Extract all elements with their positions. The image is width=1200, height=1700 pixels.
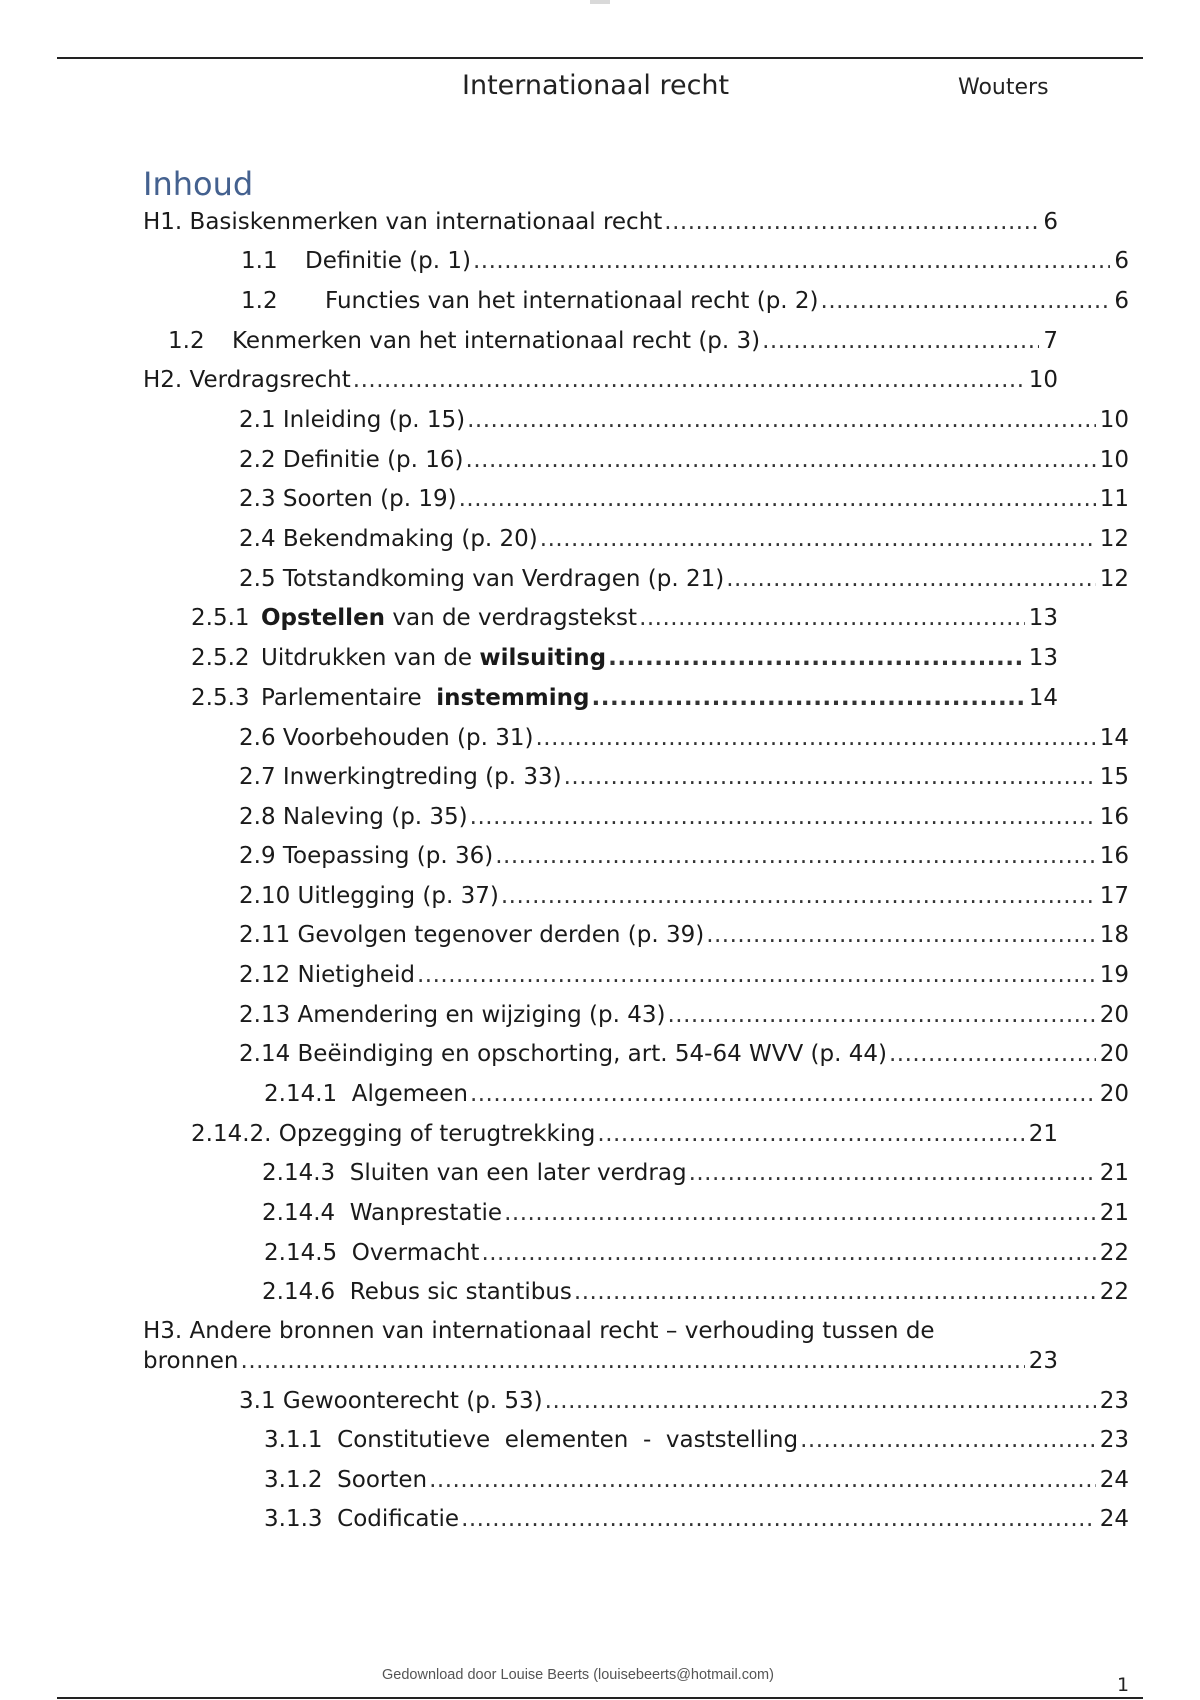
toc-dot-leader — [467, 405, 1096, 435]
toc-entry-title: 2.14.1 Algemeen — [264, 1081, 468, 1107]
toc-entry-title: 3.1.2 Soorten — [264, 1467, 428, 1493]
toc-entry-title-pre: Parlementaire — [261, 685, 437, 711]
toc-entry-h2[interactable] — [143, 365, 1058, 395]
toc-dot-leader — [473, 246, 1110, 276]
toc-page-number: 6 — [1043, 209, 1058, 235]
toc-dot-leader — [353, 365, 1025, 395]
toc-dot-leader — [592, 683, 1025, 713]
toc-page-number: 12 — [1099, 566, 1129, 592]
toc-entry-title: 2.3 Soorten (p. 19) — [239, 486, 457, 512]
toc-entry-bold-word: instemming — [436, 685, 590, 711]
toc-entry-title: 2.1 Inleiding (p. 15) — [239, 407, 466, 433]
toc-entry-2-9[interactable] — [239, 841, 1129, 871]
toc-entry-number: 1.2 — [241, 288, 278, 314]
toc-entry-1-2[interactable] — [241, 286, 1129, 316]
toc-page-number: 22 — [1099, 1279, 1129, 1305]
toc-page-number: 14 — [1099, 725, 1129, 751]
toc-entry-2-14-4[interactable] — [262, 1198, 1129, 1228]
toc-entry-title: 2.11 Gevolgen tegenover derden (p. 39) — [239, 922, 705, 948]
toc-dot-leader — [459, 484, 1096, 514]
toc-page-number: 6 — [1114, 288, 1129, 314]
toc-entry-2-4[interactable] — [239, 524, 1129, 554]
toc-dot-leader — [762, 326, 1039, 356]
toc-dot-leader — [639, 603, 1025, 633]
toc-page-number: 10 — [1028, 367, 1058, 393]
toc-entry-2-14-5[interactable] — [264, 1238, 1129, 1268]
toc-entry-title: H2. Verdragsrecht — [143, 367, 351, 393]
toc-page-number: 21 — [1099, 1200, 1129, 1226]
toc-page-number: 15 — [1099, 764, 1129, 790]
toc-dot-leader — [564, 762, 1096, 792]
toc-entry-title: 2.14.6 Rebus sic stantibus — [262, 1279, 572, 1305]
toc-dot-leader — [689, 1158, 1096, 1188]
toc-entry-2-14-6[interactable] — [262, 1277, 1129, 1307]
toc-entry-title: Functies van het internationaal recht (p. 2) — [325, 288, 819, 314]
toc-dot-leader — [470, 802, 1096, 832]
toc-entry-2-5-1[interactable] — [191, 603, 1058, 633]
toc-entry-title: 2.9 Toepassing (p. 36) — [239, 843, 494, 869]
toc-entry-1-2b[interactable] — [168, 326, 1058, 356]
toc-entry-3-1-2[interactable] — [264, 1465, 1129, 1495]
toc-entry-title: 2.2 Definitie (p. 16) — [239, 447, 464, 473]
document-title: Internationaal recht — [462, 70, 730, 101]
toc-page-number: 23 — [1099, 1427, 1129, 1453]
toc-entry-title — [261, 603, 637, 633]
toc-entry-2-5[interactable] — [239, 564, 1129, 594]
toc-dot-leader — [461, 1504, 1096, 1534]
toc-dot-leader — [706, 920, 1096, 950]
toc-entry-2-13[interactable] — [239, 1000, 1129, 1030]
toc-entry-title: 2.13 Amendering en wijziging (p. 43) — [239, 1002, 666, 1028]
toc-entry-h1[interactable] — [143, 207, 1058, 237]
toc-entry-2-3[interactable] — [239, 484, 1129, 514]
toc-page-number: 12 — [1099, 526, 1129, 552]
toc-entry-title — [261, 643, 606, 673]
toc-entry-2-14-3[interactable] — [262, 1158, 1129, 1188]
toc-entry-title: 2.12 Nietigheid — [239, 962, 415, 988]
toc-entry-title: 2.10 Uitlegging (p. 37) — [239, 883, 499, 909]
toc-dot-leader — [726, 564, 1096, 594]
toc-entry-2-11[interactable] — [239, 920, 1129, 950]
page-tab-marker — [590, 0, 610, 4]
toc-entry-bold-word: wilsuiting — [479, 645, 607, 671]
toc-entry-2-14-2[interactable] — [191, 1119, 1058, 1149]
toc-entry-title: 3.1.1 Constitutieve elementen - vaststelling — [264, 1427, 799, 1453]
toc-dot-leader — [470, 1079, 1096, 1109]
toc-entry-number: 2.5.2 — [191, 645, 250, 671]
toc-page-number: 10 — [1099, 447, 1129, 473]
toc-entry-title: H1. Basiskenmerken van internationaal recht — [143, 209, 663, 235]
toc-dot-leader — [540, 524, 1096, 554]
toc-entry-bold-word: Opstellen — [261, 605, 386, 631]
toc-entry-title: Kenmerken van het internationaal recht (p. 3) — [232, 328, 761, 354]
toc-entry-title: 2.6 Voorbehouden (p. 31) — [239, 725, 534, 751]
toc-entry-title: 2.14.2. Opzegging of terugtrekking — [191, 1121, 596, 1147]
toc-page-number: 16 — [1099, 843, 1129, 869]
toc-entry-2-14-1[interactable] — [264, 1079, 1129, 1109]
toc-entry-title: bronnen — [143, 1348, 239, 1374]
toc-dot-leader — [821, 286, 1111, 316]
toc-dot-leader — [466, 445, 1096, 475]
toc-dot-leader — [889, 1039, 1096, 1069]
toc-page-number: 22 — [1099, 1240, 1129, 1266]
toc-entry-title — [261, 683, 590, 713]
toc-entry-3-1-1[interactable] — [264, 1425, 1129, 1455]
toc-entry-1-1[interactable] — [241, 246, 1129, 276]
toc-entry-title: 3.1.3 Codificatie — [264, 1506, 460, 1532]
toc-page-number: 11 — [1099, 486, 1129, 512]
toc-dot-leader — [667, 1000, 1095, 1030]
toc-page-number: 23 — [1028, 1348, 1058, 1374]
toc-page-number: 21 — [1028, 1121, 1058, 1147]
toc-dot-leader — [241, 1346, 1025, 1376]
toc-dot-leader — [664, 207, 1039, 237]
toc-entry-title: 2.14.3 Sluiten van een later verdrag — [262, 1160, 687, 1186]
toc-entry-title: 2.4 Bekendmaking (p. 20) — [239, 526, 538, 552]
toc-page-number: 24 — [1099, 1506, 1129, 1532]
toc-dot-leader — [545, 1386, 1096, 1416]
toc-entry-title: 2.7 Inwerkingtreding (p. 33) — [239, 764, 562, 790]
footer-rule — [57, 1697, 1143, 1699]
toc-entry-title: Definitie (p. 1) — [305, 248, 471, 274]
toc-dot-leader — [504, 1198, 1096, 1228]
toc-entry-2-5-2[interactable] — [191, 643, 1058, 673]
toc-page-number: 17 — [1099, 883, 1129, 909]
toc-entry-2-2[interactable] — [239, 445, 1129, 475]
toc-dot-leader — [597, 1119, 1024, 1149]
toc-entry-title: 2.14.5 Overmacht — [264, 1240, 480, 1266]
toc-entry-2-5-3[interactable] — [191, 683, 1058, 713]
toc-page-number: 21 — [1099, 1160, 1129, 1186]
toc-page-number: 20 — [1099, 1081, 1129, 1107]
toc-dot-leader — [608, 643, 1025, 673]
toc-page-number: 13 — [1028, 645, 1058, 671]
toc-entry-number: 2.5.1 — [191, 605, 250, 631]
toc-page-number: 6 — [1114, 248, 1129, 274]
toc-entry-2-10[interactable] — [239, 881, 1129, 911]
toc-page-number: 18 — [1099, 922, 1129, 948]
toc-entry-3-1[interactable] — [239, 1386, 1129, 1416]
download-note: Gedownload door Louise Beerts (louisebeerts@hotmail.com) — [382, 1667, 774, 1683]
toc-entry-h3-line1[interactable]: H3. Andere bronnen van internationaal recht – verhouding tussen de — [143, 1318, 935, 1344]
toc-page-number: 23 — [1099, 1388, 1129, 1414]
toc-entry-title-rest: van de verdragstekst — [385, 605, 638, 631]
toc-entry-2-14[interactable] — [239, 1039, 1129, 1069]
toc-dot-leader — [429, 1465, 1096, 1495]
toc-page-number: 20 — [1099, 1002, 1129, 1028]
toc-page-number: 10 — [1099, 407, 1129, 433]
toc-dot-leader — [417, 960, 1096, 990]
toc-page-number: 19 — [1099, 962, 1129, 988]
toc-entry-title: 2.8 Naleving (p. 35) — [239, 804, 468, 830]
toc-entry-2-1[interactable] — [239, 405, 1129, 435]
toc-entry-title: 2.5 Totstandkoming van Verdragen (p. 21) — [239, 566, 725, 592]
toc-entry-title: 2.14.4 Wanprestatie — [262, 1200, 503, 1226]
toc-entry-title: 2.14 Beëindiging en opschorting, art. 54-64 WVV (p. 44) — [239, 1041, 887, 1067]
toc-dot-leader — [800, 1425, 1096, 1455]
toc-page-number: 16 — [1099, 804, 1129, 830]
toc-dot-leader — [501, 881, 1096, 911]
toc-entry-3-1-3[interactable] — [264, 1504, 1129, 1534]
toc-entry-number: 2.5.3 — [191, 685, 250, 711]
toc-page-number: 14 — [1028, 685, 1058, 711]
toc-dot-leader — [536, 723, 1096, 753]
toc-dot-leader — [495, 841, 1095, 871]
page-number: 1 — [1117, 1674, 1130, 1696]
toc-page-number: 24 — [1099, 1467, 1129, 1493]
toc-page-number: 13 — [1028, 605, 1058, 631]
toc-dot-leader — [481, 1238, 1095, 1268]
toc-dot-leader — [574, 1277, 1096, 1307]
toc-heading: Inhoud — [143, 165, 254, 203]
toc-entry-2-8[interactable] — [239, 802, 1129, 832]
toc-entry-2-12[interactable] — [239, 960, 1129, 990]
toc-entry-h3[interactable] — [143, 1346, 1058, 1376]
toc-entry-title-pre: Uitdrukken van de — [261, 645, 480, 671]
header-rule — [57, 57, 1143, 59]
toc-entry-2-6[interactable] — [239, 723, 1129, 753]
toc-entry-number: 1.1 — [241, 248, 278, 274]
toc-entry-2-7[interactable] — [239, 762, 1129, 792]
toc-page-number: 20 — [1099, 1041, 1129, 1067]
toc-page-number: 7 — [1043, 328, 1058, 354]
toc-entry-number: 1.2 — [168, 328, 205, 354]
toc-entry-title: 3.1 Gewoonterecht (p. 53) — [239, 1388, 543, 1414]
document-author: Wouters — [958, 75, 1049, 100]
